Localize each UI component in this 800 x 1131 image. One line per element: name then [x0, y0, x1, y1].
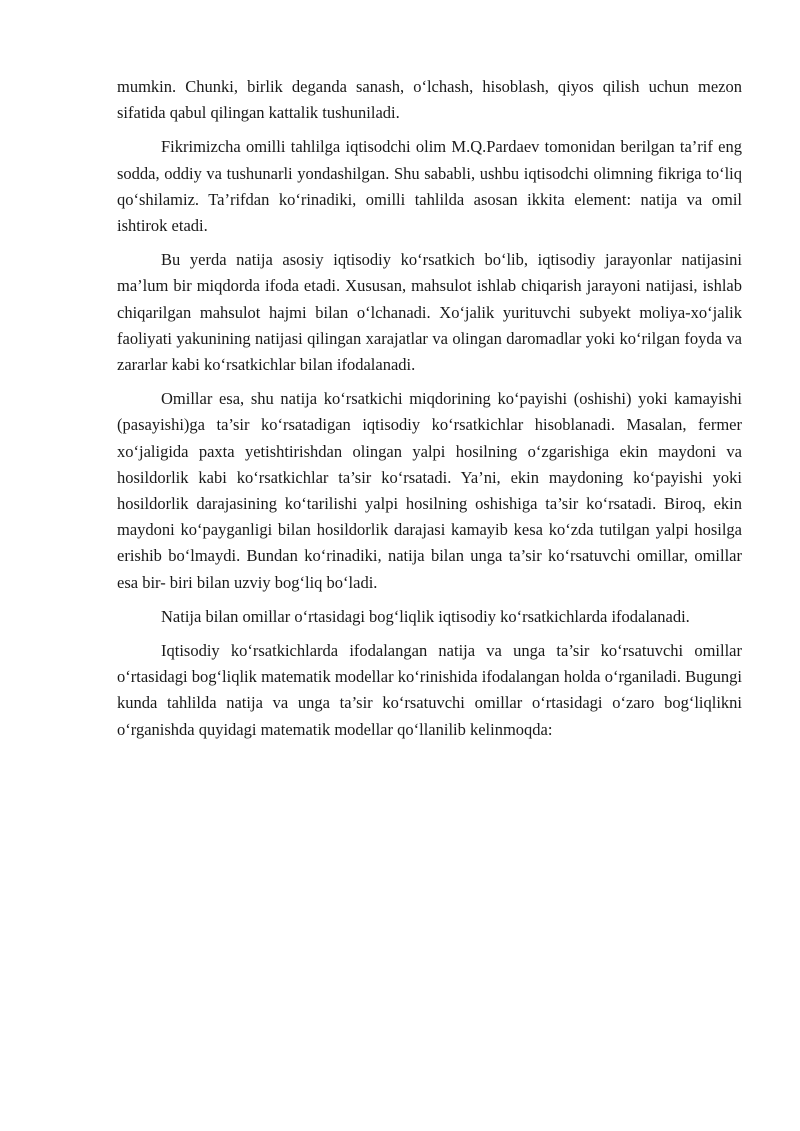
paragraph-continuation: mumkin. Chunki, birlik deganda sanash, o‘lchash, hisoblash, qiyos qilish uchun mezon sifatida qabul qilingan kattalik tushuniladi.	[117, 77, 742, 123]
document-page	[117, 74, 742, 751]
paragraph-mathematical-models: Iqtisodiy ko‘rsatkichlarda ifodalangan natija va unga ta’sir ko‘rsatuvchi omillar o‘rtasidagi bog‘liqlik matematik modellar ko‘rinishida ifodalangan holda o‘rganiladi. Bugungi kunda tahlilda natija va unga ta’sir ko‘rsatuvchi omillar o‘rtasidagi o‘zaro bog‘liqlikni o‘rganishda quyidagi matematik modellar qo‘llanilib kelinmoqda:	[117, 641, 742, 739]
paragraph-factors-explanation: Omillar esa, shu natija ko‘rsatkichi miqdorining ko‘payishi (oshishi) yoki kamayishi (pasayishi)ga ta’sir ko‘rsatadigan iqtisodiy ko‘rsatkichlar hisoblanadi. Masalan, fermer xo‘jaligida paxta yetishtirishdan olingan yalpi hosilning o‘zgarishiga ekin maydoni va hosildorlik kabi ko‘rsatkichlar ta’sir ko‘rsatadi. Ya’ni, ekin maydoning ko‘payishi yoki hosildorlik darajasining ko‘tarilishi yalpi hosilning oshishiga ta’sir ko‘rsatadi. Biroq, ekin maydoni ko‘payganligi bilan hosildorlik darajasi kamayib kesa ko‘zda tutilgan yalpi hosilga erishib bo‘lmaydi. Bundan ko‘rinadiki, natija bilan unga ta’sir ko‘rsatuvchi omillar, omillar esa bir- biri bilan uzviy bog‘liq bo‘ladi.	[117, 389, 742, 592]
paragraph-relationship: Natija bilan omillar o‘rtasidagi bog‘liqlik iqtisodiy ko‘rsatkichlarda ifodalanadi.	[161, 606, 690, 626]
paragraph-result-explanation: Bu yerda natija asosiy iqtisodiy ko‘rsatkich bo‘lib, iqtisodiy jarayonlar natijasini ma’lum bir miqdorda ifoda etadi. Xususan, mahsulot ishlab chiqarish jarayoni natijasi, ishlab chiqarilgan mahsulot hajmi bilan o‘lchanadi. Xo‘jalik yurituvchi subyekt moliya-xo‘jalik faoliyati yakunining natijasi qilingan xarajatlar va olingan daromadlar yoki ko‘rilgan foyda va zararlar kabi ko‘rsatkichlar bilan ifodalanadi.	[117, 250, 742, 375]
paragraph-definition-opinion: Fikrimizcha omilli tahlilga iqtisodchi olim M.Q.Pardaev tomonidan berilgan ta’rif eng sodda, oddiy va tushunarli yondashilgan. Shu sababli, ushbu iqtisodchi olimning fikriga to‘liq qo‘shilamiz. Ta’rifdan ko‘rinadiki, omilli tahlilda asosan ikkita element: natija va omil ishtirok etadi.	[117, 137, 742, 236]
